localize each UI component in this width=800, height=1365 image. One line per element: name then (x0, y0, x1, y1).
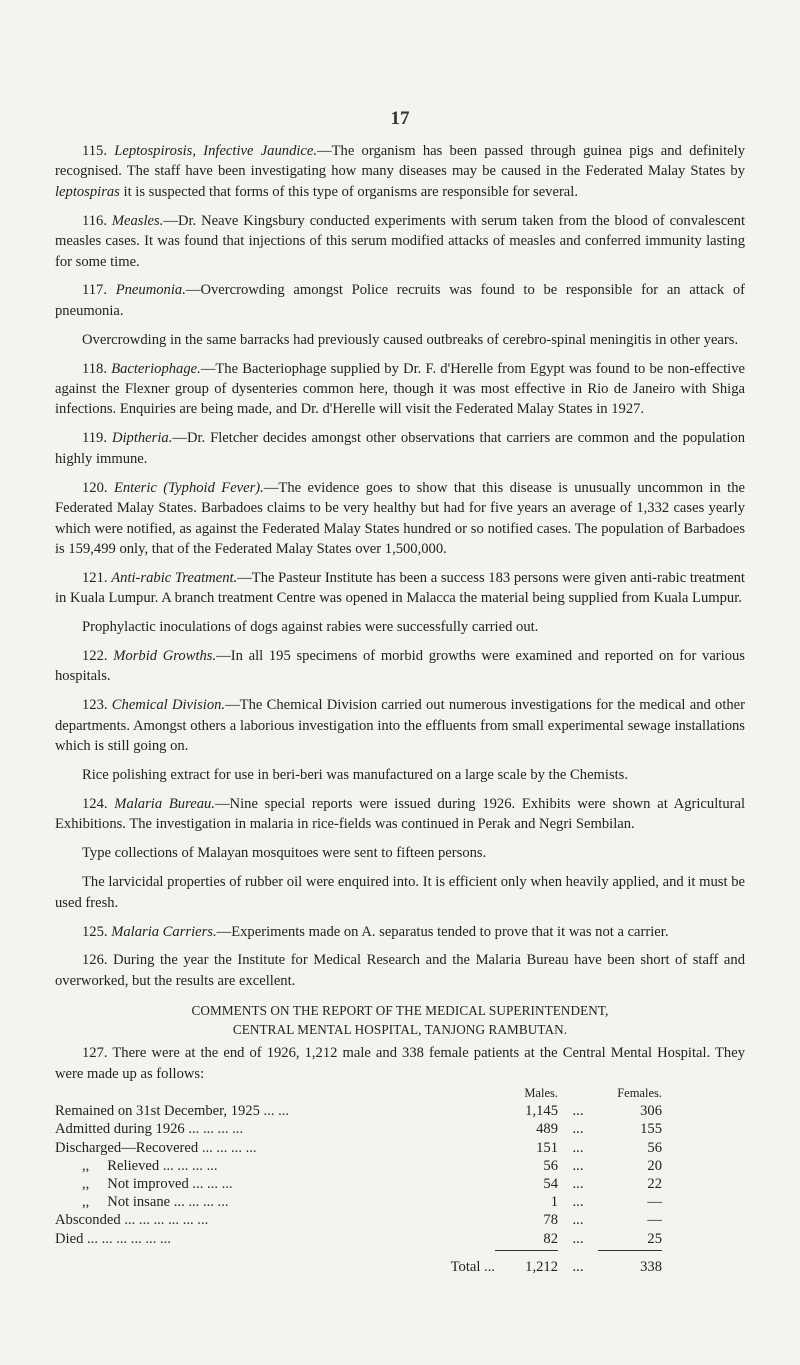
paragraph (55, 617, 745, 637)
paragraph-text: —The organism has been passed through guinea pigs and definitely recognised. The staff have been investigating how many diseases may be caused in the Federated Malay States by (55, 143, 745, 180)
paragraph (55, 646, 745, 687)
body-text (55, 141, 745, 1276)
patients-table (55, 1084, 745, 1276)
table-row: ,, Not improved ... ... ... 54 ... 22 (82, 1175, 662, 1192)
paragraph (55, 141, 745, 202)
paragraph-list (55, 141, 745, 991)
total-males: 1,212 (525, 1258, 558, 1275)
table-body (55, 1102, 745, 1248)
paragraph-text: The larvicidal properties of rubber oil were enquired into. It is efficient only when heavily applied, and it must be used fresh. (55, 874, 745, 911)
paragraph-text: Type collections of Malayan mosquitoes were sent to fifteen persons. (82, 845, 487, 862)
males-value: 78 (543, 1212, 558, 1229)
males-value: 56 (543, 1157, 558, 1174)
paragraph (55, 280, 745, 321)
paragraph-text: —Dr. Neave Kingsbury conducted experiments with serum taken from the blood of convalescent measles cases. It was found that injections of this serum modified attacks of measles and conferred immunity lasting for some time. (55, 212, 745, 270)
paragraph-number: 126. (82, 952, 108, 969)
section-heading (55, 1001, 745, 1039)
row-label: Absconded (55, 1212, 121, 1229)
paragraph-title: Pneumonia. (115, 282, 186, 299)
paragraph-number: 120. (82, 479, 108, 496)
paragraph-text: —The evidence goes to show that this disease is unusually uncommon in the Federated Malay States. Barbadoes claims to be very healthy but had for five years an average of 1,332 cases yearly which were notified, as against the Federated Malay States hundred or so notified cases. The population of Barbadoes is 159,499 only, that of the Federated Malay States over 1,500,000. (55, 479, 745, 557)
paragraph (55, 843, 745, 863)
heading-line-2: CENTRAL MENTAL HOSPITAL, TANJONG RAMBUTAN. (232, 1022, 568, 1038)
paragraph-title: Anti-rabic Treatment. (111, 569, 238, 586)
paragraph-text: —The Bacteriophage supplied by Dr. F. d'Herelle from Egypt was found to be non-effective against the Flexner group of dysenteries common here, though it was most effective in Rio de Janeiro with Shiga infections. Enquiries are being made, and Dr. d'Herelle will visit the Federated Malay States in 1927. (55, 360, 745, 418)
paragraph-number: 124. (82, 795, 108, 812)
paragraph (55, 568, 745, 609)
females-value: — (647, 1194, 662, 1211)
paragraph-text: —In all 195 specimens of morbid growths were examined and reported on for various hospitals. (55, 648, 745, 685)
paragraph-title: Diptheria. (111, 430, 173, 447)
paragraph (55, 922, 745, 942)
paragraph (55, 359, 745, 420)
paragraph-text: —Nine special reports were issued during 1926. Exhibits were shown at Agricultural Exhibitions. The investigation in malaria in rice-fields was continued in Perak and Negri Sembilan. (55, 795, 746, 833)
females-value: 306 (640, 1103, 662, 1120)
females-value: 56 (647, 1139, 662, 1156)
total-label: Total (450, 1258, 481, 1275)
paragraph-number: 127. (82, 1045, 108, 1062)
leader-dots: ... ... (259, 1103, 290, 1120)
heading-line-1: COMMENTS ON THE REPORT OF THE MEDICAL SUPERINTENDENT, (191, 1003, 609, 1019)
females-value: 22 (647, 1175, 662, 1192)
table-row: Remained on 31st December, 1925 ... ... 1,145 ... 306 (55, 1103, 662, 1120)
paragraph (55, 695, 745, 756)
leader-dots: ... ... ... ... (159, 1157, 218, 1174)
leader-dots: ... ... ... ... (198, 1139, 257, 1156)
females-value: 25 (647, 1230, 662, 1247)
paragraph-title: Bacteriophage. (111, 360, 201, 377)
paragraph-number: 116. (82, 212, 107, 229)
males-value: 82 (543, 1230, 558, 1247)
leader-dots: ... ... ... ... ... ... (120, 1212, 209, 1229)
paragraph-title: Chemical Division. (111, 697, 226, 714)
males-value: 1,145 (525, 1103, 558, 1120)
table-row: ,, Not insane ... ... ... ... 1 ... — (82, 1194, 662, 1211)
paragraph-text: Overcrowding in the same barracks had previously caused outbreaks of cerebro-spinal meningitis in other years. (82, 331, 739, 348)
table-row: Admitted during 1926 ... ... ... ... 489 ... 155 (55, 1121, 662, 1138)
paragraph-title: Enteric (Typhoid Fever). (113, 479, 264, 496)
paragraph-title: Measles. (111, 212, 164, 229)
row-label: Not insane ... (107, 1194, 185, 1211)
paragraph-text: —The Chemical Division carried out numerous investigations for the medical and other departments. Amongst others a laborious investigation into the effluents from small experimental sewage installations which is still going on. (55, 697, 746, 755)
paragraph-number: 115. (82, 143, 107, 159)
paragraph-text: —Overcrowding amongst Police recruits was found to be responsible for an attack of pneumonia. (55, 282, 746, 319)
column-header-females: Females. (617, 1086, 662, 1101)
paragraph-title: Morbid Growths. (113, 648, 217, 665)
row-label: Not improved (107, 1175, 189, 1192)
paragraph-title: Leptospirosis, Infective Jaundice. (114, 143, 318, 159)
paragraph (55, 211, 745, 272)
paragraph-text: During the year the Institute for Medical Research and the Malaria Bureau have been short of staff and overworked, but the results are excellent. (55, 952, 745, 989)
paragraph-number: 119. (82, 430, 107, 447)
paragraph-text: Prophylactic inoculations of dogs against rabies were successfully carried out. (82, 619, 539, 636)
paragraph (55, 950, 745, 991)
column-header-males: Males. (524, 1086, 558, 1101)
leader-dots: ... ... ... ... ... ... (83, 1230, 171, 1247)
paragraph (55, 478, 745, 560)
page-number: 17 (390, 108, 410, 129)
row-label: Relieved (107, 1157, 160, 1174)
table-row: Discharged—Recovered ... ... ... ... 151 ... 56 (55, 1139, 662, 1156)
table-total-row: Total ... 1,212 ... 338 (450, 1258, 662, 1275)
total-rule (55, 1248, 745, 1254)
paragraph (55, 765, 745, 785)
total-females: 338 (640, 1258, 662, 1275)
paragraph-number: 123. (82, 697, 108, 714)
ditto-mark: ,, (82, 1175, 90, 1192)
table-header-row (55, 1084, 745, 1102)
males-value: 1 (550, 1194, 558, 1211)
ditto-mark: ,, (82, 1157, 90, 1174)
paragraph (55, 330, 745, 350)
females-value: 155 (640, 1121, 662, 1138)
paragraph-text: —Dr. Fletcher decides amongst other observations that carriers are common and the population highly immune. (55, 430, 745, 467)
paragraph-number: 121. (82, 569, 108, 586)
paragraph (55, 794, 745, 835)
paragraph (55, 872, 745, 913)
row-label: Admitted during 1926 (55, 1121, 185, 1138)
paragraph-number: 118. (82, 360, 107, 377)
paragraph-text: Rice polishing extract for use in beri-beri was manufactured on a large scale by the Chemists. (82, 767, 629, 784)
paragraph-127 (55, 1043, 745, 1084)
males-value: 489 (536, 1121, 558, 1138)
leader-dots: ... ... ... ... (184, 1121, 244, 1138)
males-value: 54 (543, 1175, 558, 1192)
paragraph-number: 122. (82, 648, 108, 665)
paragraph-text-continued: it is suspected that forms of this type of organisms are responsible for several. (119, 183, 578, 200)
paragraph-text: —Experiments made on A. separatus tended to prove that it was not a carrier. (216, 923, 669, 940)
row-label: Discharged—Recovered (55, 1139, 199, 1156)
paragraph-text: —The Pasteur Institute has been a success 183 persons were given anti-rabic treatment in Kuala Lumpur. A branch treatment Centre was opened in Malacca the material being supplied from Kuala Lumpur. (55, 569, 745, 607)
females-value: — (647, 1212, 662, 1229)
table-row: Died ... ... ... ... ... ... 82 ... 25 (55, 1230, 662, 1247)
paragraph (55, 428, 745, 469)
ditto-mark: ,, (82, 1194, 90, 1211)
row-label: Remained on 31st December, 1925 (55, 1103, 260, 1120)
row-label: Died (55, 1230, 84, 1247)
paragraph-italic-term: leptospiras (55, 183, 120, 200)
table-row: ,, Relieved ... ... ... ... 56 ... 20 (82, 1157, 662, 1174)
leader-dots: ... ... ... (188, 1175, 233, 1192)
paragraph-title: Malaria Bureau. (114, 795, 215, 812)
females-value: 20 (647, 1157, 662, 1174)
paragraph-title: Malaria Carriers. (111, 923, 217, 940)
paragraph-text: There were at the end of 1926, 1,212 male and 338 female patients at the Central Mental Hospital. They were made up as follows: (55, 1045, 746, 1082)
table-row: Absconded ... ... ... ... ... ... 78 ... — (55, 1212, 662, 1229)
leader-dots: ... ... ... (184, 1194, 229, 1211)
paragraph-number: 117. (82, 282, 107, 299)
males-value: 151 (536, 1139, 558, 1156)
paragraph-number: 125. (82, 923, 108, 940)
